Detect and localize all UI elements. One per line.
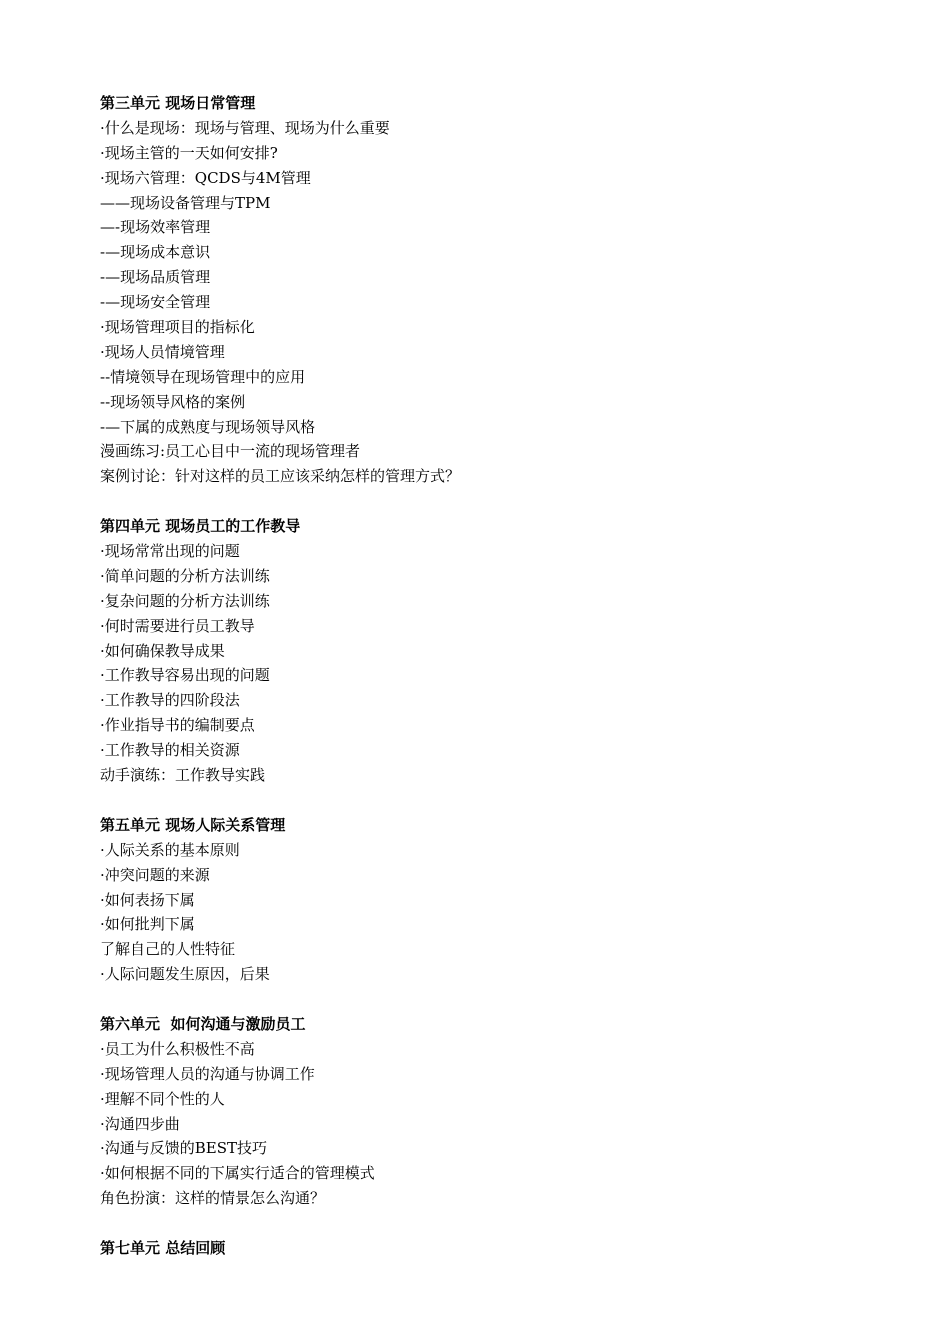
section-unit-3 [100,91,860,489]
list-item: -—现场安全管理 [100,293,211,312]
list-item: ——现场设备管理与TPM [100,193,271,212]
list-item: ·工作教导容易出现的问题 [100,666,270,685]
section-heading: 第五单元 现场人际关系管理 [100,815,286,834]
list-item: ·人际问题发生原因，后果 [100,965,270,984]
list-item: ·何时需要进行员工教导 [100,616,255,635]
blank-line [100,1211,860,1236]
list-item: ·什么是现场：现场与管理、现场为什么重要 [100,118,390,137]
section-unit-5 [100,813,860,987]
section-heading: 第三单元 现场日常管理 [100,94,256,112]
list-item: -—下属的成熟度与现场领导风格 [100,417,316,436]
list-item: ·人际关系的基本原则 [100,840,240,859]
list-item: —-现场效率管理 [100,218,211,237]
list-item: ·理解不同个性的人 [100,1089,225,1108]
section-heading: 第七单元 总结回顾 [100,1238,226,1257]
list-item: ·现场六管理：QCDS与4M管理 [100,168,311,187]
list-item: ·工作教导的四阶段法 [100,691,240,710]
list-item: ·现场人员情境管理 [100,342,225,361]
section-unit-7 [100,1236,860,1261]
list-item: 角色扮演：这样的情景怎么沟通？ [100,1189,326,1208]
list-item: --现场领导风格的案例 [100,392,246,411]
list-item: --情境领导在现场管理中的应用 [100,367,306,386]
list-item: ·现场管理项目的指标化 [100,318,255,337]
list-item: ·如何根据不同的下属实行适合的管理模式 [100,1164,375,1183]
section-unit-4 [100,514,860,788]
list-item: -—现场品质管理 [100,268,211,287]
list-item: 案例讨论：针对这样的员工应该采纳怎样的管理方式？ [100,467,461,486]
list-item: ·工作教导的相关资源 [100,741,240,760]
list-item: -—现场成本意识 [100,243,211,262]
list-item: ·简单问题的分析方法训练 [100,566,270,585]
section-unit-6 [100,1012,860,1211]
list-item: ·现场主管的一天如何安排? [100,143,278,162]
list-item: ·如何确保教导成果 [100,641,225,660]
list-item: ·员工为什么积极性不高 [100,1039,255,1058]
blank-line [100,788,860,813]
list-item: 了解自己的人性特征 [100,940,236,959]
list-item: ·现场管理人员的沟通与协调工作 [100,1064,315,1083]
document-page [100,91,860,1261]
list-item: ·冲突问题的来源 [100,865,210,884]
list-item: ·如何批判下属 [100,915,195,934]
section-heading: 第四单元 现场员工的工作教导 [100,517,301,536]
list-item: ·沟通四步曲 [100,1114,180,1133]
blank-line [100,489,860,514]
list-item: ·现场常常出现的问题 [100,542,240,561]
list-item: ·作业指导书的编制要点 [100,716,255,735]
list-item: 漫画练习:员工心目中一流的现场管理者 [100,442,361,461]
list-item: ·沟通与反馈的BEST技巧 [100,1139,268,1158]
list-item: ·复杂问题的分析方法训练 [100,591,270,610]
list-item: ·如何表扬下属 [100,890,195,909]
blank-line [100,987,860,1012]
section-heading: 第六单元 如何沟通与激励员工 [100,1014,306,1033]
list-item: 动手演练：工作教导实践 [100,766,266,785]
